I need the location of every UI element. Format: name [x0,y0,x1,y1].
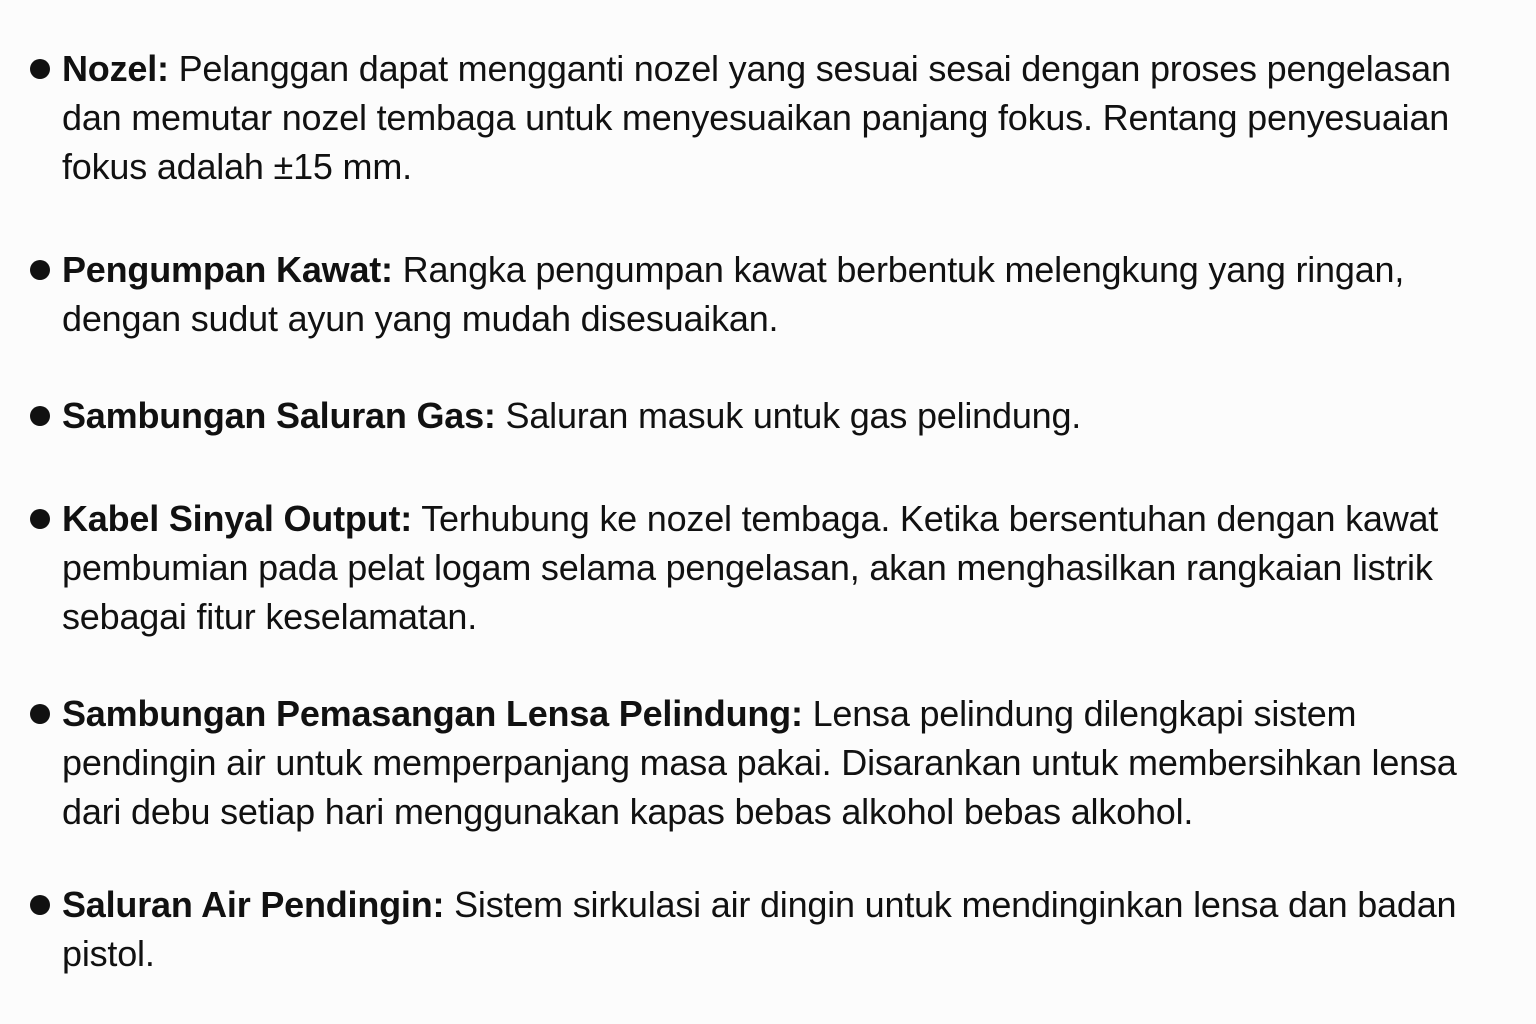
list-item-sambungan-pemasangan-lensa-pelindung [30,689,1486,836]
item-term: Kabel Sinyal Output: [62,498,413,539]
item-term: Pengumpan Kawat: [62,249,393,290]
item-description: Rangka pengumpan kawat berbentuk melengkung yang ringan, dengan sudut ayun yang mudah disesuaikan. [62,249,1405,339]
bullet-icon [30,509,50,529]
item-term: Saluran Air Pendingin: [62,884,445,925]
item-description: Lensa pelindung dilengkapi sistem pendingin air untuk memperpanjang masa pakai. Disarankan untuk membersihkan lensa dari debu setiap hari menggunakan kapas bebas alkohol bebas alkohol. [62,693,1457,832]
item-description: Terhubung ke nozel tembaga. Ketika bersentuhan dengan kawat pembumian pada pelat logam selama pengelasan, akan menghasilkan rangkaian listrik sebagai fitur keselamatan. [62,498,1439,637]
list-item-nozel [30,44,1486,191]
list-item-sambungan-saluran-gas [30,391,1486,440]
item-term: Sambungan Saluran Gas: [62,395,496,436]
list-item-saluran-air-pendingin [30,880,1486,978]
list-item-pengumpan-kawat [30,245,1486,343]
bullet-icon [30,406,50,426]
bullet-icon [30,260,50,280]
item-term: Sambungan Pemasangan Lensa Pelindung: [62,693,803,734]
item-description: Sistem sirkulasi air dingin untuk mendinginkan lensa dan badan pistol. [62,884,1457,974]
bullet-icon [30,59,50,79]
feature-list [30,44,1486,978]
bullet-icon [30,895,50,915]
bullet-icon [30,704,50,724]
list-item-kabel-sinyal-output [30,494,1486,641]
item-description: Saluran masuk untuk gas pelindung. [505,395,1082,436]
item-term: Nozel: [62,48,169,89]
item-description: Pelanggan dapat mengganti nozel yang sesuai sesai dengan proses pengelasan dan memutar nozel tembaga untuk menyesuaikan panjang fokus. Rentang penyesuaian fokus adalah ±15 mm. [62,48,1451,187]
